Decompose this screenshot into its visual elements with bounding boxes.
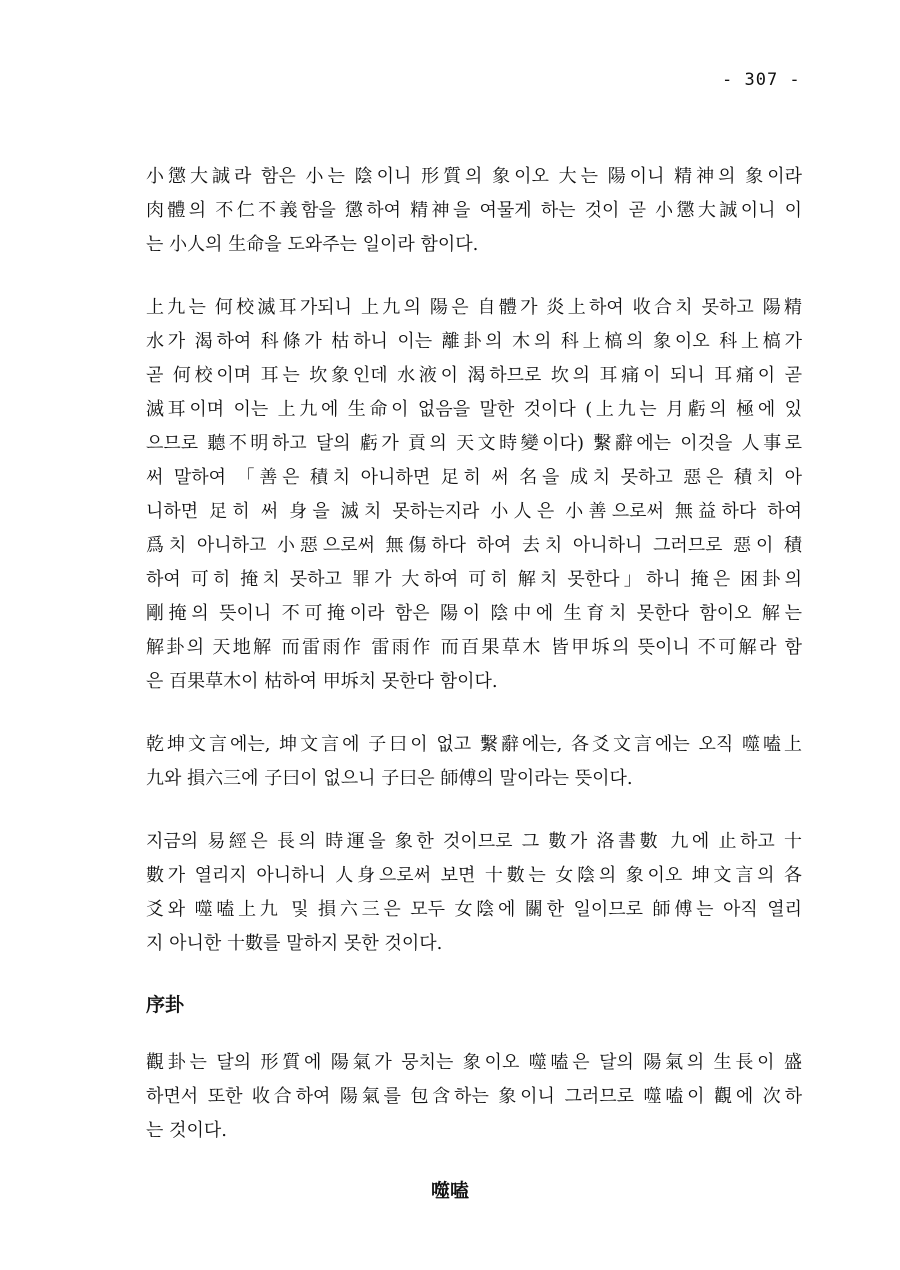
text-line: 니하면 足히 써 身을 滅치 못하는지라 小人은 小善으로써 無益하다 하여 — [146, 501, 802, 522]
text-line: 지 아니한 十數를 말하지 못한 것이다. — [146, 933, 443, 954]
paragraph-1 — [146, 160, 802, 262]
text-line: 는 것이다. — [146, 1120, 227, 1141]
chapter-heading: 噬嗑 — [430, 1180, 469, 1202]
text-line: 小懲大誠라 함은 小는 陰이니 形質의 象이오 大는 陽이니 精神의 象이라 — [146, 166, 802, 187]
page-number: - 307 - — [722, 70, 801, 90]
text-line: 九와 損六三에 子曰이 없으니 子曰은 師傅의 말이라는 뜻이다. — [146, 768, 633, 789]
section-heading: 序卦 — [146, 994, 185, 1016]
page-body — [146, 160, 802, 1177]
text-line: 지금의 易經은 長의 時運을 象한 것이므로 그 數가 洛書數 九에 止하고 十 — [146, 831, 802, 852]
text-line: 水가 渴하여 科條가 枯하니 이는 離卦의 木의 科上槁의 象이오 科上槁가 — [146, 331, 802, 352]
text-line: 肉體의 不仁不義함을 懲하여 精神을 여물게 하는 것이 곧 小懲大誠이니 이 — [146, 200, 802, 221]
text-line: 上九는 何校滅耳가되니 上九의 陽은 自體가 炎上하여 收合치 못하고 陽精 — [146, 297, 802, 318]
text-line: 觀卦는 달의 形質에 陽氣가 뭉치는 象이오 噬嗑은 달의 陽氣의 生長이 盛 — [146, 1052, 802, 1073]
text-line: 爻와 噬嗑上九 및 損六三은 모두 女陰에 關한 일이므로 師傅는 아직 열리 — [146, 899, 802, 920]
text-line: 數가 열리지 아니하니 人身으로써 보면 十數는 女陰의 象이오 坤文言의 各 — [146, 865, 802, 886]
text-line: 乾坤文言에는, 坤文言에 子曰이 없고 繫辭에는, 各爻文言에는 오직 噬嗑上 — [146, 734, 802, 755]
text-line: 滅耳이며 이는 上九에 生命이 없음을 말한 것이다 (上九는 月虧의 極에 있 — [146, 399, 802, 420]
text-line: 써 말하여 「善은 積치 아니하면 足히 써 名을 成치 못하고 惡은 積치 아 — [146, 467, 802, 488]
text-line: 剛掩의 뜻이니 不可掩이라 함은 陽이 陰中에 生育치 못한다 함이오 解는 — [146, 603, 802, 624]
text-line: 은 百果草木이 枯하여 甲坼치 못한다 함이다. — [146, 671, 498, 692]
paragraph-4 — [146, 825, 802, 961]
paragraph-2 — [146, 291, 802, 699]
text-line: 하면서 또한 收合하여 陽氣를 包含하는 象이니 그러므로 噬嗑이 觀에 次하 — [146, 1086, 802, 1107]
section-paragraph — [146, 1046, 802, 1148]
text-line: 爲치 아니하고 小惡으로써 無傷하다 하여 去치 아니하니 그러므로 惡이 積 — [146, 535, 802, 556]
text-line: 는 小人의 生命을 도와주는 일이라 함이다. — [146, 234, 479, 255]
text-line: 하여 可히 掩치 못하고 罪가 大하여 可히 解치 못한다」하니 掩은 困卦의 — [146, 569, 802, 590]
paragraph-3 — [146, 728, 802, 796]
text-line: 으므로 聽不明하고 달의 虧가 貢의 天文時變이다) 繫辭에는 이것을 人事로 — [146, 433, 802, 454]
text-line: 곧 何校이며 耳는 坎象인데 水液이 渴하므로 坎의 耳痛이 되니 耳痛이 곧 — [146, 365, 802, 386]
text-line: 解卦의 天地解 而雷雨作 雷雨作 而百果草木 皆甲坼의 뜻이니 不可解라 함 — [146, 637, 802, 658]
